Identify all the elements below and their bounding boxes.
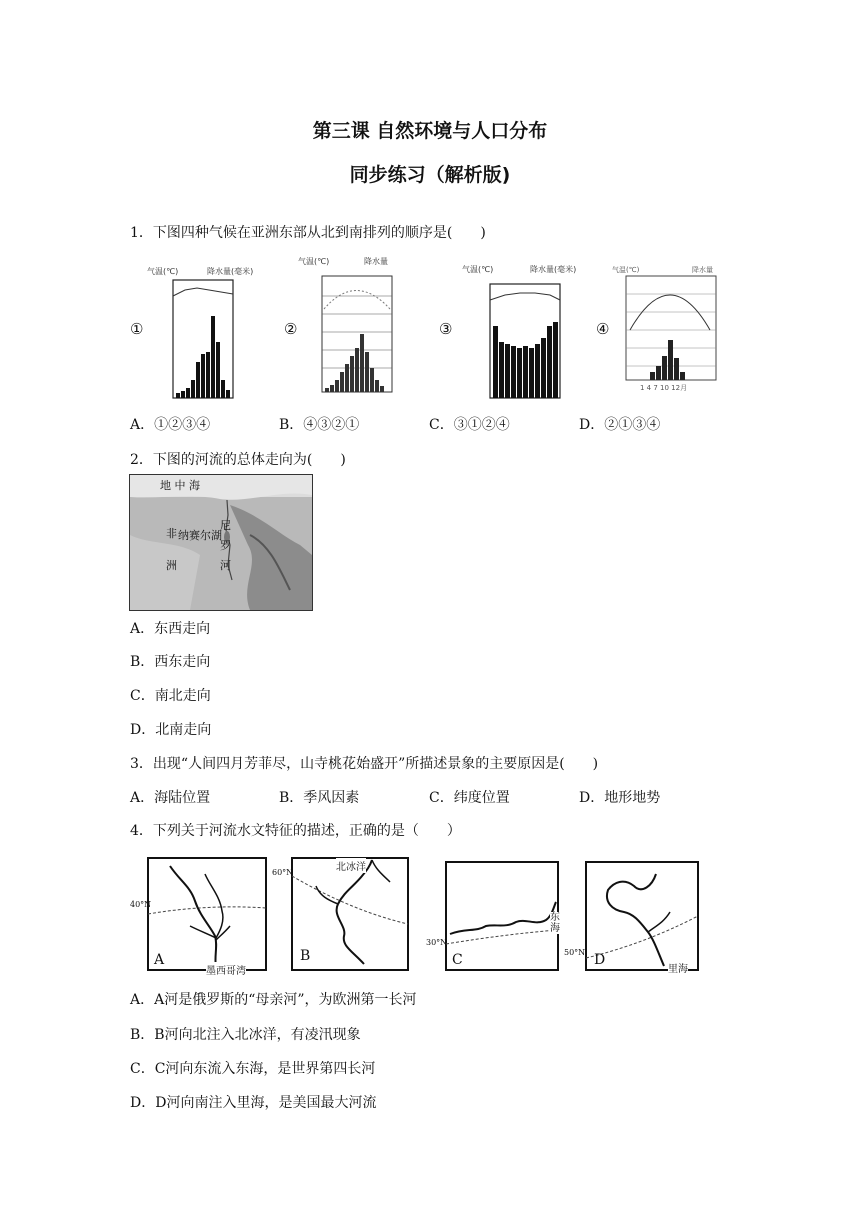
q4-option-d[interactable]: D．D河向南注入里海，是美国最大河流 (130, 1095, 377, 1111)
map-d-letter: D (594, 952, 606, 968)
map-c-latitude: 30°N (426, 938, 448, 947)
map-label-mediterranean: 地 中 海 (160, 479, 200, 492)
map-a-sea: 墨西哥湾 (206, 962, 246, 977)
map-label-africa-1: 非 (166, 527, 177, 540)
question-3-stem: 3．出现“人间四月芳菲尽，山寺桃花始盛开”所描述景象的主要原因是( ) (130, 756, 599, 772)
q2-option-a[interactable]: A．东西走向 (130, 621, 211, 637)
q4-option-c[interactable]: C．C河向东流入东海，是世界第四长河 (130, 1061, 376, 1077)
svg-text:降水量: 降水量 (692, 266, 713, 274)
map-c-letter: C (452, 952, 463, 968)
svg-text:降水量: 降水量 (364, 257, 388, 266)
map-b-latitude: 60°N (272, 868, 294, 877)
q1-option-b[interactable]: B．④③②① (279, 417, 360, 433)
map-d-latitude: 50°N (564, 948, 586, 957)
map-d-sea: 里海 (668, 960, 688, 975)
svg-text:降水量(毫米): 降水量(毫米) (530, 265, 577, 274)
marker-3: ③ (439, 320, 453, 338)
q3-option-d[interactable]: D．地形地势 (579, 790, 661, 806)
q4-option-b[interactable]: B．B河向北注入北冰洋，有凌汛现象 (130, 1027, 361, 1043)
marker-1: ① (130, 320, 144, 338)
map-label-nile-2: 罗 (220, 539, 231, 552)
river-map-c (426, 856, 566, 974)
q1-option-a[interactable]: A．①②③④ (130, 417, 211, 433)
map-label-africa-2: 洲 (166, 559, 177, 572)
map-label-nile-3: 河 (220, 559, 231, 572)
question-2-stem: 2．下图的河流的总体走向为( ) (130, 452, 346, 468)
marker-4: ④ (596, 320, 610, 338)
map-label-nile-1: 尼 (220, 519, 231, 532)
question-1-stem: 1．下图四种气候在亚洲东部从北到南排列的顺序是( ) (130, 225, 486, 241)
map-label-nasser-lake: 纳赛尔湖 (178, 529, 222, 542)
q3-option-c[interactable]: C．纬度位置 (429, 790, 510, 806)
q3-option-a[interactable]: A．海陆位置 (130, 790, 211, 806)
climate-chart-1 (145, 262, 265, 402)
nile-map (129, 474, 313, 611)
question-4-stem: 4．下列关于河流水文特征的描述，正确的是（ ） (130, 823, 461, 839)
svg-text:气温(℃): 气温(℃) (298, 257, 330, 266)
q2-option-c[interactable]: C．南北走向 (130, 688, 211, 704)
river-map-a (130, 856, 270, 977)
page-subtitle: 同步练习（解析版) (349, 164, 511, 186)
q1-option-d[interactable]: D．②①③④ (579, 417, 661, 433)
river-map-b (272, 856, 412, 974)
map-c-sea: 东海 (550, 912, 560, 934)
map-a-letter: A (154, 952, 165, 968)
q3-option-b[interactable]: B．季风因素 (279, 790, 360, 806)
map-b-sea: 北冰洋 (336, 858, 366, 873)
map-b-letter: B (300, 948, 311, 964)
marker-2: ② (284, 320, 298, 338)
climate-chart-2 (298, 254, 418, 404)
svg-text:气温(℃): 气温(℃) (462, 265, 494, 274)
climate-chart-4 (610, 262, 730, 402)
q1-option-c[interactable]: C．③①②④ (429, 417, 510, 433)
svg-text:气温(℃): 气温(℃) (612, 266, 640, 274)
q2-option-d[interactable]: D．北南走向 (130, 722, 212, 738)
q2-option-b[interactable]: B．西东走向 (130, 654, 211, 670)
map-a-latitude: 40°N (130, 900, 152, 909)
svg-text:气温(℃): 气温(℃) (147, 267, 179, 276)
svg-text:1 4 7 10 12月: 1 4 7 10 12月 (640, 384, 688, 392)
q4-option-a[interactable]: A．A河是俄罗斯的“母亲河”，为欧洲第一长河 (130, 992, 417, 1008)
climate-chart-3 (460, 262, 580, 402)
svg-text:降水量(毫米): 降水量(毫米) (207, 267, 254, 276)
page-title: 第三课 自然环境与人口分布 (312, 120, 548, 142)
river-map-d (564, 856, 704, 974)
